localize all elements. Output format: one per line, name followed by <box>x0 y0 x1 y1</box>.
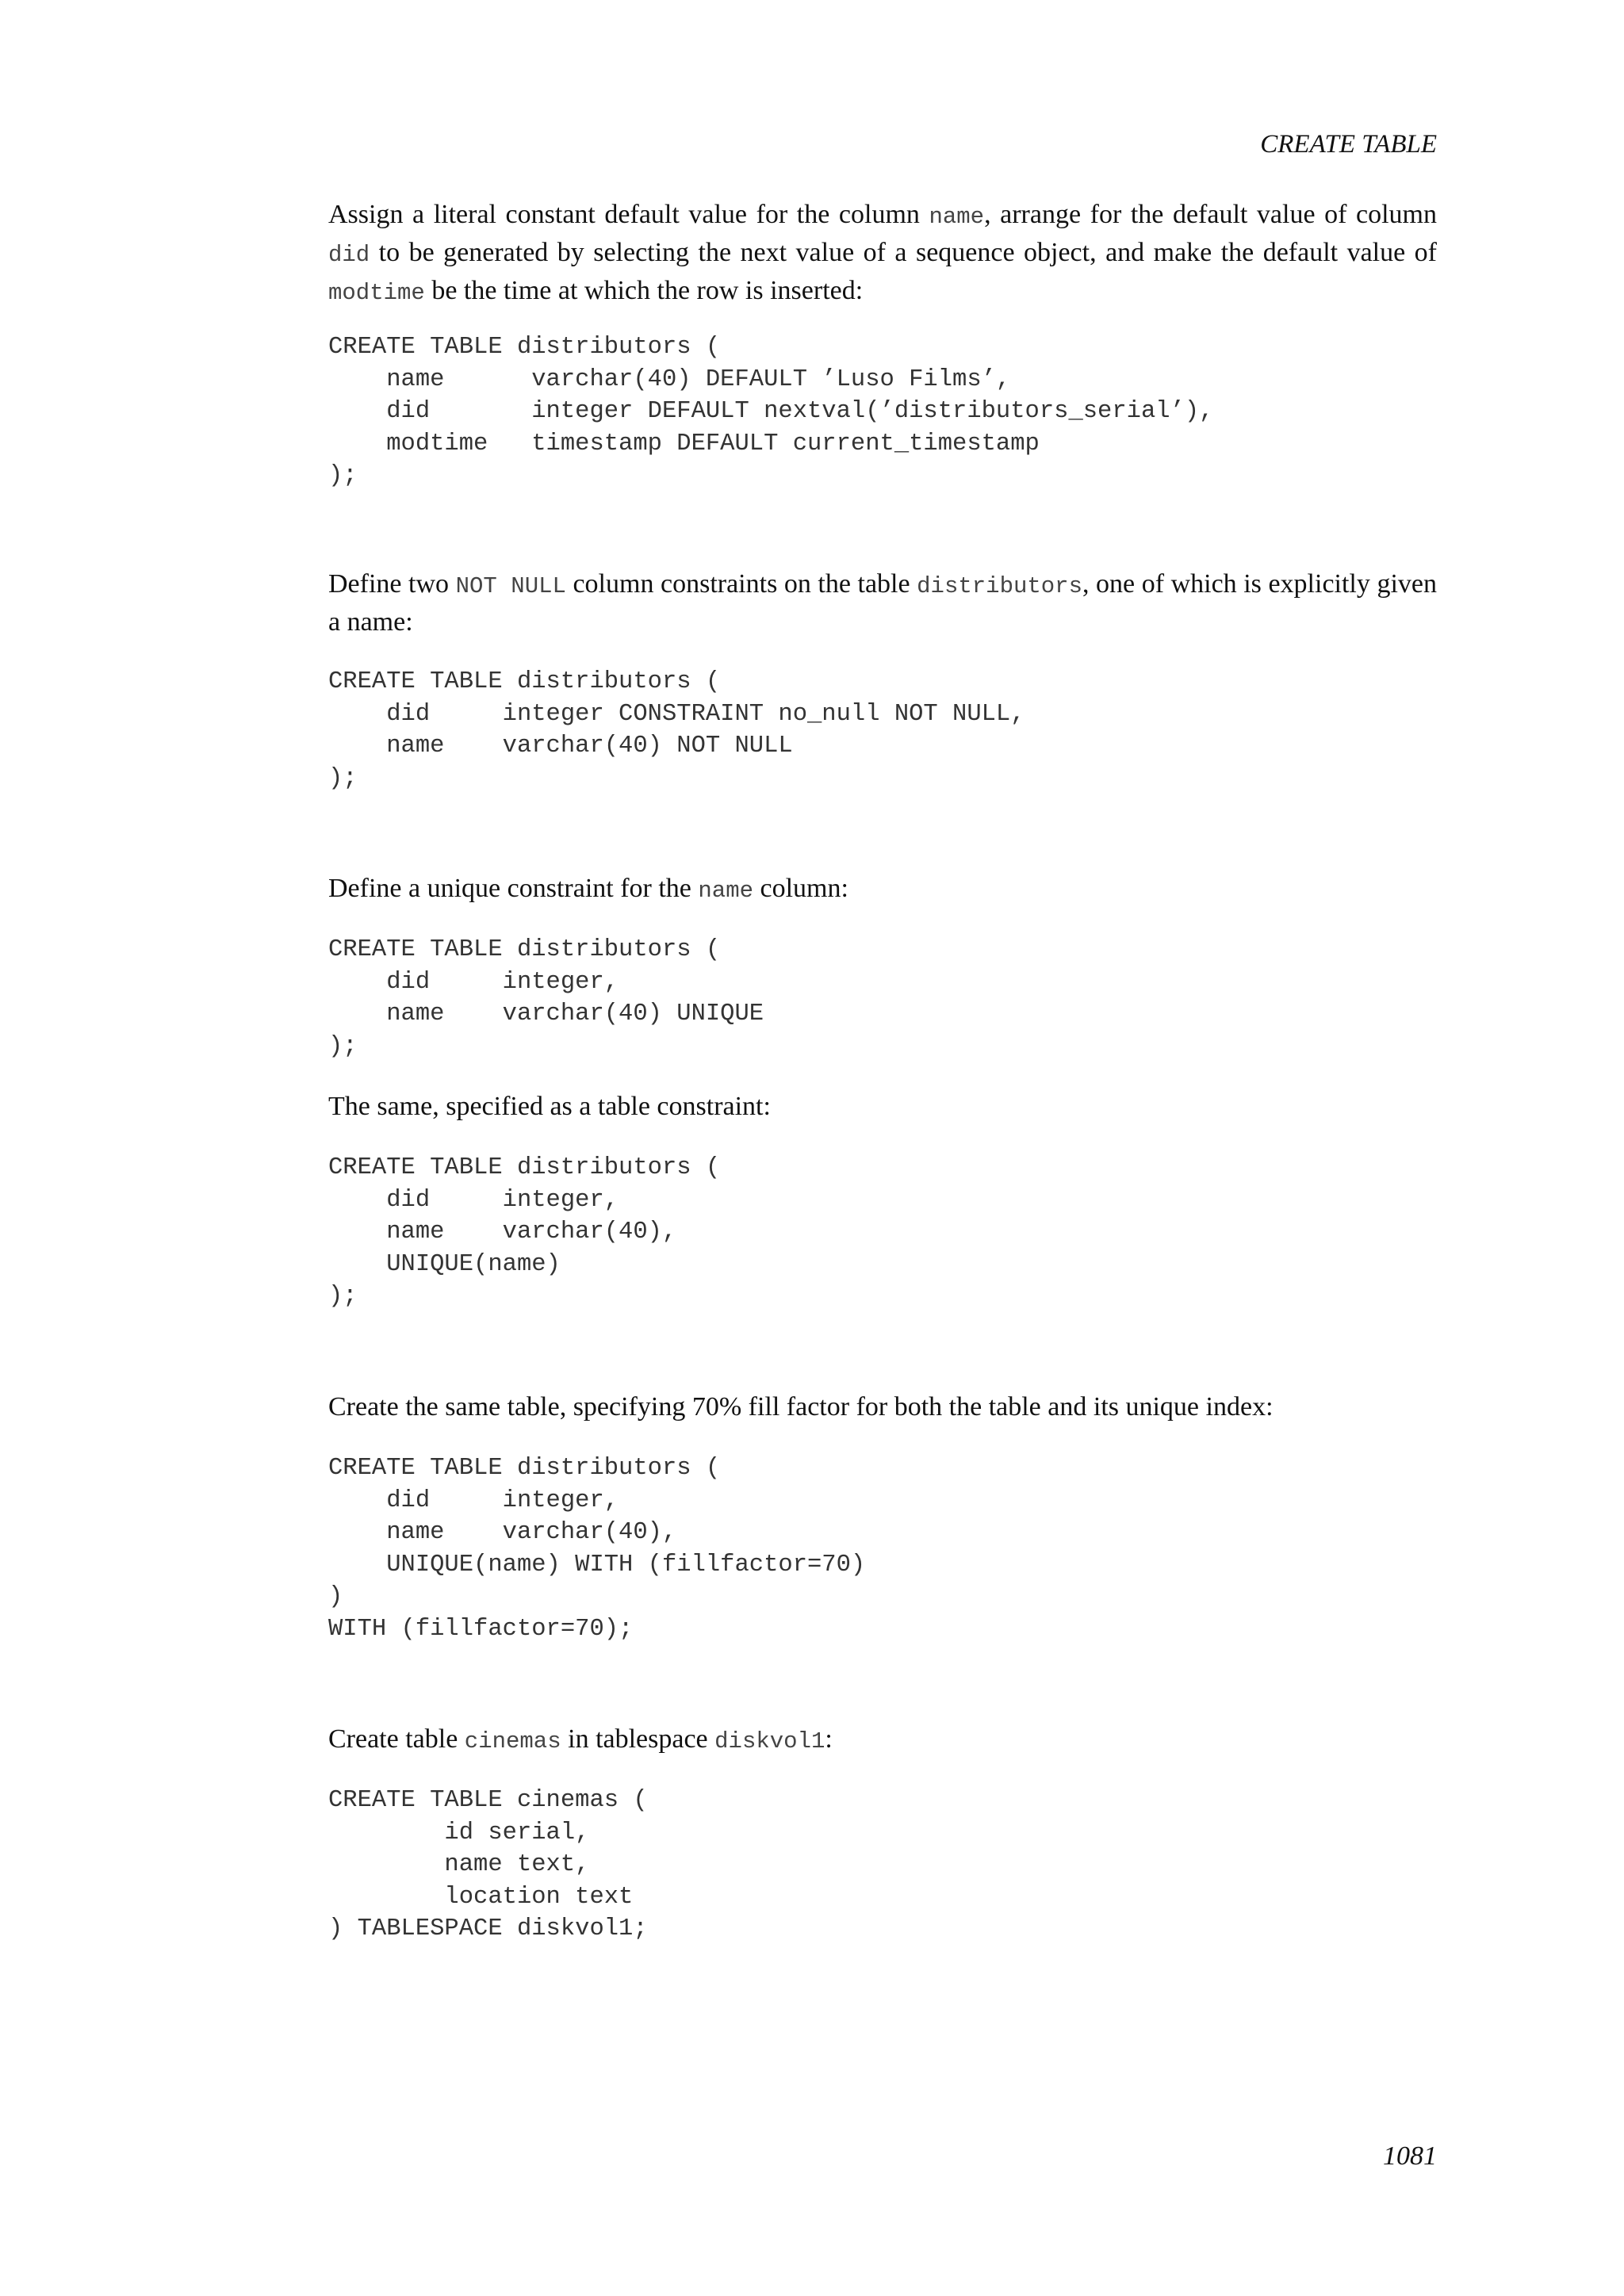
paragraph-fill-factor: Create the same table, specifying 70% fill factor for both the table and its unique index: <box>328 1392 1274 1422</box>
inline-code: diskvol1 <box>714 1728 825 1755</box>
code-block-not-null: CREATE TABLE distributors ( did integer CONSTRAINT no_null NOT NULL, name varchar(40) NOT NULL ); <box>328 668 1025 792</box>
paragraph-table-constraint: The same, specified as a table constraint: <box>328 1092 771 1121</box>
inline-code: cinemas <box>464 1728 561 1755</box>
inline-code: did <box>328 242 370 268</box>
code-block-tablespace: CREATE TABLE cinemas ( id serial, name text, location text ) TABLESPACE diskvol1; <box>328 1787 648 1942</box>
code-block-table-constraint: CREATE TABLE distributors ( did integer, name varchar(40), UNIQUE(name) ); <box>328 1154 721 1310</box>
inline-code: modtime <box>328 280 425 306</box>
paragraph-unique-column: Define a unique constraint for the name column: <box>328 874 848 904</box>
code-block-unique-column: CREATE TABLE distributors ( did integer, name varchar(40) UNIQUE ); <box>328 936 764 1060</box>
inline-code: name <box>698 878 754 904</box>
page-number: 1081 <box>1383 2141 1437 2171</box>
running-header: CREATE TABLE <box>1260 130 1437 159</box>
paragraph-default-values: Assign a literal constant default value for the column name, arrange for the default value of column did to be generated by selecting the next value of a sequence object, and make the default value of modtime be the time at which the row is inserted: <box>328 200 1437 306</box>
paragraph-tablespace: Create table cinemas in tablespace diskvol1: <box>328 1724 833 1755</box>
inline-code: name <box>929 204 985 230</box>
inline-code: NOT NULL <box>455 573 566 599</box>
inline-code: distributors <box>917 573 1082 599</box>
code-block-default-values: CREATE TABLE distributors ( name varchar(40) DEFAULT ’Luso Films’, did integer DEFAULT nextval(’distributors_serial’), modtime timestamp DEFAULT current_timestamp ); <box>328 334 1214 489</box>
code-block-fill-factor: CREATE TABLE distributors ( did integer, name varchar(40), UNIQUE(name) WITH (fillfactor=70) ) WITH (fillfactor=70); <box>328 1455 866 1643</box>
document-page <box>328 0 1437 2296</box>
paragraph-not-null: Define two NOT NULL column constraints on the table distributors, one of which is explicitly given a name: <box>328 569 1437 637</box>
